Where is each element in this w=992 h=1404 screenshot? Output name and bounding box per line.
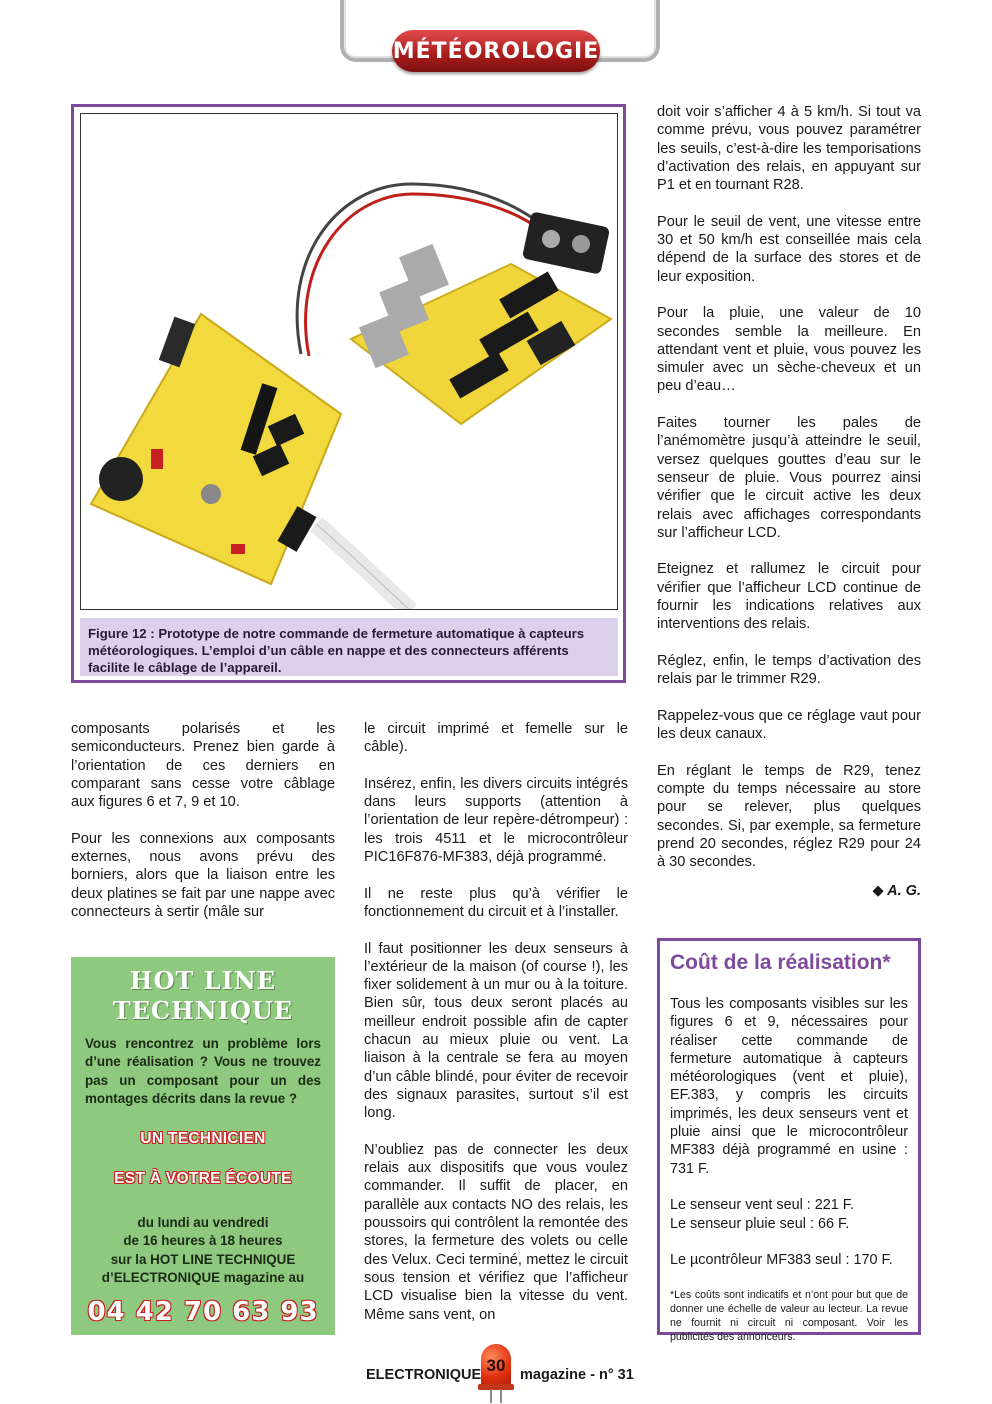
paragraph: Faites tourner les pales de l’anémomètre jusqu’à atteindre le seuil, versez quelques gouttes d’eau sur le senseur de pluie. Vous pourrez ainsi vérifier que le circuit active les deux relais avec affichages correspondants sur l’afficheur LCD.	[657, 415, 921, 541]
figure-caption: Figure 12 : Prototype de notre commande de fermeture automatique à capteurs météorologiques. L’emploi d’un câble en nappe et des connecteurs afférents facilite le câblage de l’appareil.	[80, 618, 618, 676]
figure-photo	[80, 113, 618, 610]
footer-issue: magazine - n° 31	[520, 1367, 634, 1383]
column-2	[364, 720, 628, 1324]
paragraph: Il faut positionner les deux senseurs à l’extérieur de la maison (of course !), les fixer solidement à un mur ou à la toiture. Bien sûr, tous deux seront placés au meilleur endroit possible afin de capter chacun au mieux pluie ou vent. La liaison à la centrale se fera au moyen d’un câble blindé, pour éviter de recevoir des signaux parasites, surtout s’il est long.	[364, 940, 628, 1122]
cost-paragraph	[670, 1196, 908, 1233]
paragraph: Rappelez-vous que ce réglage vaut pour les deux canaux.	[657, 707, 921, 743]
cost-line: Le senseur pluie seul : 66 F.	[670, 1215, 850, 1232]
paragraph: Pour les connexions aux composants externes, nous avons prévu des borniers, alors que la liaison entre les deux platines se fait par une nappe avec connecteurs à sertir (mâle sur	[71, 830, 335, 920]
hotline-box	[71, 957, 335, 1335]
hotline-hours-line: du lundi au vendredi	[137, 1215, 269, 1231]
hotline-hours	[85, 1214, 321, 1287]
cost-body	[670, 995, 908, 1269]
hotline-highlight-1: UN TECHNICIEN	[140, 1130, 266, 1148]
paragraph: Insérez, enfin, les divers circuits intégrés dans leurs supports (attention à l’orientation de leur repère-détrompeur) : les trois 4511 et le microcontrôleur PIC16F876-MF383, déjà programmé.	[364, 775, 628, 866]
paragraph: composants polarisés et les semiconducteurs. Prenez bien garde à l’orientation de ces derniers en comparant sans cesse votre câblage aux figures 6 et 7, 9 et 10.	[71, 721, 335, 811]
hotline-hours-line: de 16 heures à 18 heures	[123, 1233, 283, 1249]
paragraph: Réglez, enfin, le temps d’activation des relais par le trimmer R29.	[657, 652, 921, 688]
paragraph: Eteignez et rallumez le circuit pour vérifier que l’afficheur LCD continue de fournir les indications relatives aux interventions des relais.	[657, 561, 921, 633]
paragraph: le circuit imprimé et femelle sur le câble).	[364, 721, 628, 756]
section-title: MÉTÉOROLOGIE	[392, 30, 600, 72]
cost-title: Coût de la réalisation*	[670, 951, 891, 974]
led-base	[478, 1384, 514, 1390]
hotline-hours-line: d’ELECTRONIQUE magazine au	[101, 1270, 305, 1286]
page-number: 30	[486, 1356, 506, 1375]
led-leg	[500, 1389, 502, 1403]
cost-footnote: *Les coûts sont indicatifs et n’ont pour but que de donner une échelle de valeur au lecteur. La revue ne fournit ni circuit ni composant. Voir les publicités des annonceurs.	[670, 1288, 908, 1343]
hotline-highlight-2: EST À VOTRE ÉCOUTE	[114, 1170, 292, 1188]
hotline-title-2: TECHNIQUE	[112, 996, 294, 1025]
paragraph: Il ne reste plus qu’à vérifier le fonctionnement du circuit et à l’installer.	[364, 885, 628, 920]
footer-magazine-name: ELECTRONIQUE	[366, 1367, 482, 1383]
column-3	[657, 103, 921, 871]
paragraph: En réglant le temps de R29, tenez compte du temps nécessaire au store pour se relever, plus quelques secondes. Si, par exemple, sa fermeture prend 20 secondes, réglez R29 pour 24 à 30 secondes.	[657, 762, 921, 871]
hotline-title-1: HOT LINE	[129, 966, 277, 995]
page-number-led-icon	[481, 1344, 511, 1388]
hotline-question: Vous rencontrez un problème lors d’une réalisation ? Vous ne trouvez pas un composant pour un des montages décrits dans la revue ?	[85, 1036, 321, 1106]
paragraph: N’oubliez pas de connecter les deux relais aux dispositifs que vous voulez commander. Il suffit de placer, en parallèle aux contacts NO des relais, les poussoirs qui contrôlent la remontée des stores, la fermeture des volets ou celle des Velux. Ceci terminé, mettez le circuit sous tension et vérifiez que l’afficheur LCD visualise bien la vitesse du vent. Même sans vent, on	[364, 1141, 628, 1323]
cost-line: Le senseur vent seul : 221 F.	[670, 1197, 854, 1214]
hotline-phone: 04 42 70 63 93	[87, 1297, 319, 1328]
paragraph: Pour le seuil de vent, une vitesse entre 30 et 50 km/h est conseillée mais cela dépend de la surface des stores et de leur exposition.	[657, 213, 921, 285]
cost-paragraph: Le µcontrôleur MF383 seul : 170 F.	[670, 1252, 893, 1269]
cost-paragraph: Tous les composants visibles sur les figures 6 et 9, nécessaires pour réaliser cette commande de fermeture automatique à capteurs météorologiques (vent et pluie), EF.383, y compris les circuits imprimés, les deux senseurs vent et pluie ainsi que le microcontrôleur MF383 déjà programmé en usine : 731 F.	[670, 996, 908, 1177]
led-leg	[490, 1389, 492, 1403]
author-signature: ◆ A. G.	[872, 883, 921, 899]
column-1	[71, 720, 335, 921]
paragraph: Pour la pluie, une valeur de 10 secondes semble la meilleure. En attendant vent et pluie, vous pouvez les simuler avec un sèche-cheveux et un peu d’eau…	[657, 305, 921, 395]
paragraph: doit voir s’afficher 4 à 5 km/h. Si tout va comme prévu, vous pouvez paramétrer les seuils, c’est-à-dire les temporisations d’activation des relais, en appuyant sur P1 et en tournant R28.	[657, 104, 921, 194]
cost-box	[657, 938, 921, 1343]
hotline-hours-line: sur la HOT LINE TECHNIQUE	[110, 1251, 296, 1267]
